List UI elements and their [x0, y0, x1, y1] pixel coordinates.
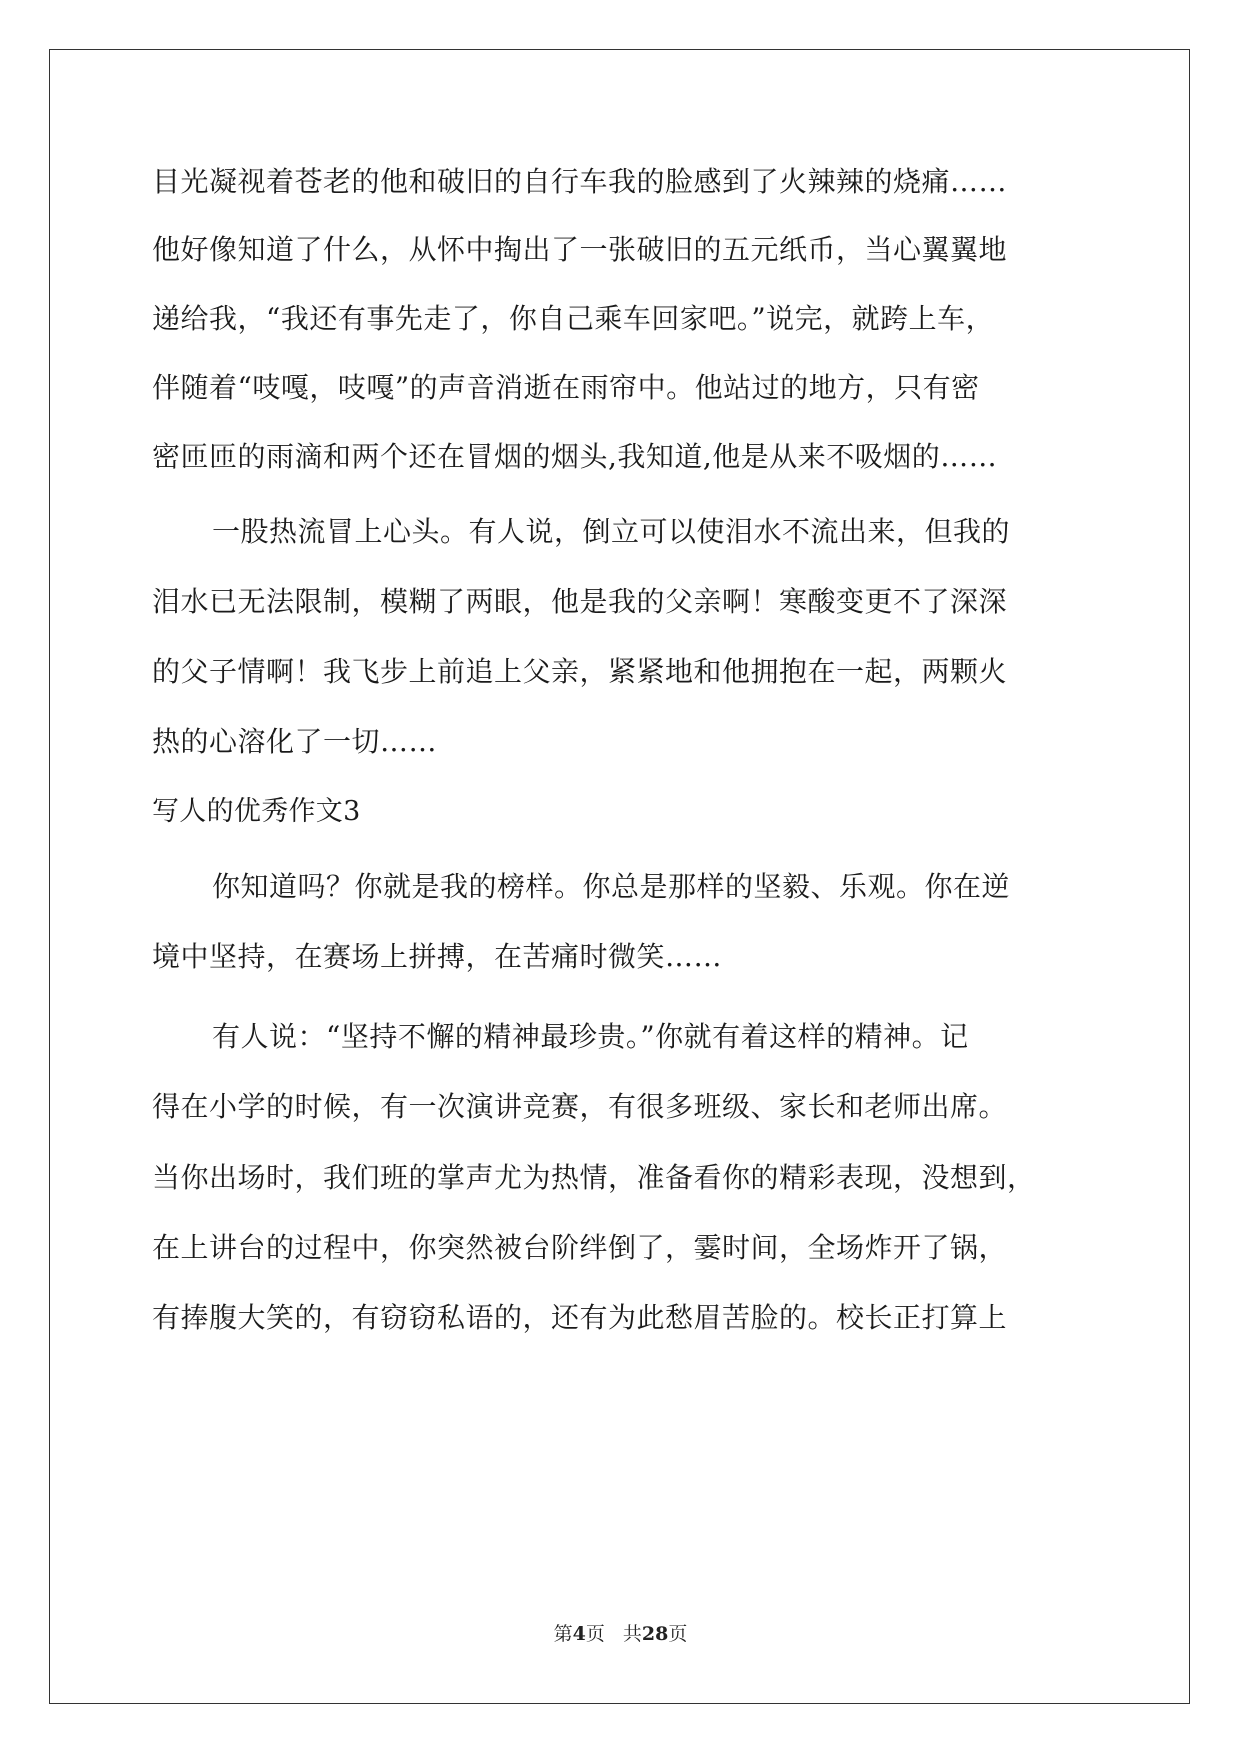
paragraph-line: 伴随着“吱嘎，吱嘎”的声音消逝在雨帘中。他站过的地方，只有密	[152, 371, 980, 404]
paragraph-line: 你知道吗？你就是我的榜样。你总是那样的坚毅、乐观。你在逆	[212, 870, 1011, 903]
paragraph-line: 有捧腹大笑的，有窃窃私语的，还有为此愁眉苦脸的。校长正打算上	[152, 1301, 1008, 1334]
page-prefix: 第	[553, 1623, 573, 1645]
paragraph-line: 境中坚持，在赛场上拼搏，在苦痛时微笑……	[152, 940, 723, 973]
paragraph-line: 的父子情啊！我飞步上前追上父亲，紧紧地和他拥抱在一起，两颗火	[152, 655, 1008, 688]
paragraph-line: 一股热流冒上心头。有人说，倒立可以使泪水不流出来，但我的	[212, 515, 1011, 548]
page-suffix: 页	[585, 1623, 605, 1645]
total-prefix: 共	[622, 1623, 642, 1645]
paragraph-line: 密匝匝的雨滴和两个还在冒烟的烟头,我知道,他是从来不吸烟的……	[152, 440, 998, 473]
page-number: 4	[572, 1623, 586, 1645]
paragraph-line: 得在小学的时候，有一次演讲竞赛，有很多班级、家长和老师出席。	[152, 1090, 1008, 1123]
paragraph-line: 递给我，“我还有事先走了，你自己乘车回家吧。”说完，就跨上车，	[152, 302, 995, 335]
section-heading: 写人的优秀作文3	[152, 796, 361, 827]
total-suffix: 页	[668, 1623, 688, 1645]
paragraph-line: 目光凝视着苍老的他和破旧的自行车我的脸感到了火辣辣的烧痛……	[152, 165, 1008, 198]
paragraph-line: 热的心溶化了一切……	[152, 725, 438, 758]
page-footer	[0, 1622, 1241, 1646]
paragraph-line: 当你出场时，我们班的掌声尤为热情，准备看你的精彩表现，没想到，	[152, 1161, 1036, 1194]
paragraph-line: 在上讲台的过程中，你突然被台阶绊倒了，霎时间，全场炸开了锅，	[152, 1231, 1008, 1264]
paragraph-line: 有人说：“坚持不懈的精神最珍贵。”你就有着这样的精神。记	[212, 1020, 969, 1053]
paragraph-line: 泪水已无法限制，模糊了两眼，他是我的父亲啊！寒酸变更不了深深	[152, 585, 1008, 618]
total-pages: 28	[641, 1623, 669, 1645]
paragraph-line: 他好像知道了什么，从怀中掏出了一张破旧的五元纸币，当心翼翼地	[152, 233, 1008, 266]
